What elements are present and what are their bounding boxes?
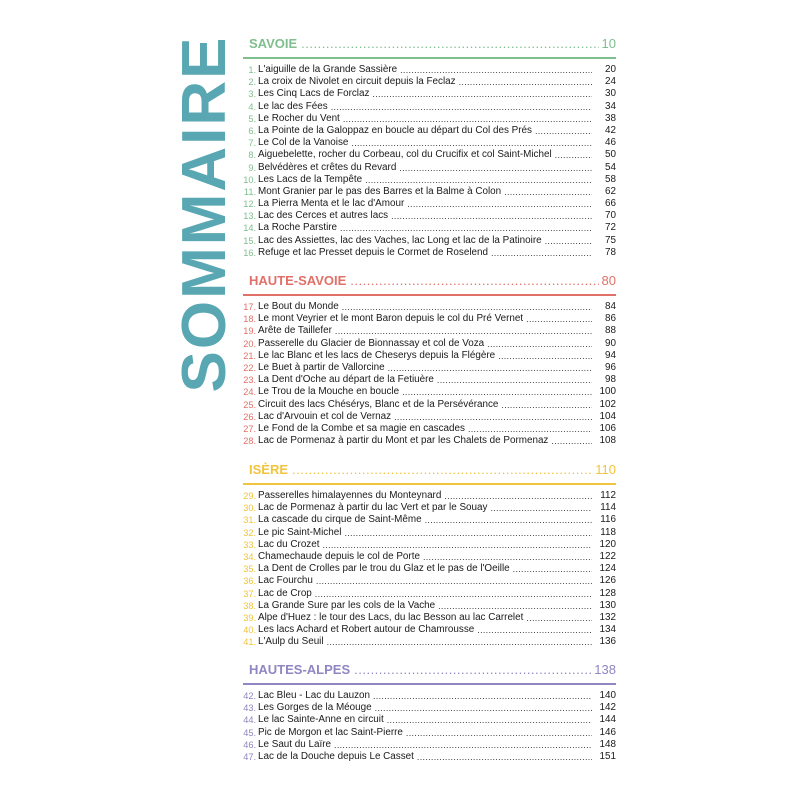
entry-number: 36. bbox=[243, 576, 256, 587]
page-title: SOMMAIRE bbox=[169, 35, 239, 393]
section-page-number: 138 bbox=[594, 662, 616, 677]
section-name: HAUTE-SAVOIE bbox=[249, 273, 347, 288]
entry-title: Le lac Sainte-Anne en circuit bbox=[258, 714, 384, 726]
entry-title: La Dent d'Oche au départ de la Fetiuère bbox=[258, 374, 434, 386]
entry-number: 9. bbox=[248, 162, 256, 173]
toc-entry bbox=[243, 399, 616, 411]
dot-leader bbox=[343, 113, 592, 125]
entry-number: 33. bbox=[243, 539, 256, 550]
section-name: SAVOIE bbox=[249, 36, 298, 51]
dot-leader bbox=[437, 374, 592, 386]
toc-entry bbox=[243, 325, 616, 337]
toc-entry bbox=[243, 88, 616, 100]
entry-number: 10. bbox=[243, 174, 256, 185]
toc-entry bbox=[243, 435, 616, 447]
dot-leader bbox=[327, 636, 592, 648]
entry-page-number: 108 bbox=[599, 435, 616, 447]
dot-leader bbox=[344, 527, 592, 539]
entry-number: 2. bbox=[248, 77, 256, 88]
dot-leader bbox=[387, 714, 592, 726]
entry-number: 20. bbox=[243, 338, 256, 349]
dot-leader bbox=[504, 186, 592, 198]
entry-number: 7. bbox=[248, 138, 256, 149]
entry-number: 47. bbox=[243, 751, 256, 762]
section-isere bbox=[243, 462, 616, 648]
toc-entry bbox=[243, 423, 616, 435]
entry-number: 18. bbox=[243, 314, 256, 325]
section-heading bbox=[243, 36, 616, 56]
entry-title: Les Cinq Lacs de Forclaz bbox=[258, 88, 370, 100]
section-haute-savoie bbox=[243, 273, 616, 447]
toc-entry bbox=[243, 186, 616, 198]
toc-entry bbox=[243, 727, 616, 739]
dot-leader bbox=[406, 727, 592, 739]
entry-title: Refuge et lac Presset depuis le Cormet de Roselend bbox=[258, 246, 488, 258]
entry-number: 5. bbox=[248, 113, 256, 124]
dot-leader bbox=[444, 490, 592, 502]
dot-leader bbox=[501, 399, 592, 411]
entry-title: Aiguebelette, rocher du Corbeau, col du Crucifix et col Saint-Michel bbox=[258, 149, 552, 161]
entry-page-number: 122 bbox=[599, 550, 616, 562]
entry-number: 30. bbox=[243, 503, 256, 514]
toc-entry bbox=[243, 374, 616, 386]
entry-page-number: 132 bbox=[599, 611, 616, 623]
entry-title: Lac d'Arvouin et col de Vernaz bbox=[258, 410, 392, 422]
entry-page-number: 62 bbox=[605, 185, 616, 197]
entry-page-number: 46 bbox=[605, 137, 616, 149]
entry-title: Arête de Taillefer bbox=[258, 325, 332, 337]
dot-leader bbox=[331, 101, 592, 113]
entry-title: Pic de Morgon et lac Saint-Pierre bbox=[258, 726, 403, 738]
dot-leader bbox=[498, 350, 592, 362]
toc-entry bbox=[243, 338, 616, 350]
entry-title: Belvédères et crêtes du Revard bbox=[258, 161, 397, 173]
entry-page-number: 106 bbox=[599, 422, 616, 434]
dot-leader bbox=[391, 210, 592, 222]
entry-title: Lac de Pormenaz à partir du lac Vert et par le Souay bbox=[258, 502, 488, 514]
entry-page-number: 128 bbox=[599, 587, 616, 599]
entry-title: Passerelles himalayennes du Monteynard bbox=[258, 490, 442, 501]
entry-title: Les Lacs de la Tempête bbox=[258, 173, 363, 185]
dot-leader bbox=[535, 125, 592, 137]
entry-title: Le Rocher du Vent bbox=[258, 112, 340, 124]
toc-entry bbox=[243, 386, 616, 398]
dot-leader bbox=[490, 502, 592, 514]
entry-page-number: 66 bbox=[605, 198, 616, 210]
dot-leader bbox=[354, 662, 591, 677]
toc-entry bbox=[243, 490, 616, 502]
toc-entry bbox=[243, 125, 616, 137]
dot-leader bbox=[375, 702, 592, 714]
toc-entry bbox=[243, 600, 616, 612]
entry-title: Le Trou de la Mouche en boucle bbox=[258, 386, 400, 398]
entry-page-number: 24 bbox=[605, 76, 616, 88]
entry-page-number: 114 bbox=[600, 502, 616, 514]
entry-number: 16. bbox=[243, 247, 256, 258]
entry-title: Le Col de la Vanoise bbox=[258, 137, 349, 149]
entry-title: Passerelle du Glacier de Bionnassay et col de Voza bbox=[258, 337, 485, 349]
entry-number: 17. bbox=[243, 302, 256, 312]
entry-list bbox=[243, 64, 616, 259]
entry-title: Le pic Saint-Michel bbox=[258, 526, 342, 538]
toc-entry bbox=[243, 301, 616, 313]
dot-leader bbox=[316, 575, 592, 587]
entry-number: 3. bbox=[248, 89, 256, 100]
entry-number: 29. bbox=[243, 491, 256, 501]
entry-number: 19. bbox=[243, 326, 256, 337]
entry-title: Le lac Blanc et les lacs de Cheserys depuis la Flégère bbox=[258, 349, 496, 361]
toc-entry bbox=[243, 636, 616, 648]
dot-leader bbox=[292, 462, 592, 477]
section-savoie bbox=[243, 36, 616, 259]
entry-title: Alpe d'Huez : le tour des Lacs, du lac Besson au lac Carrelet bbox=[258, 611, 524, 623]
section-heading bbox=[243, 273, 616, 293]
entry-page-number: 140 bbox=[599, 690, 616, 701]
toc-entry bbox=[243, 624, 616, 636]
dot-leader bbox=[555, 149, 592, 161]
entry-page-number: 151 bbox=[599, 750, 616, 762]
toc-entry bbox=[243, 113, 616, 125]
entry-number: 41. bbox=[243, 637, 256, 648]
dot-leader bbox=[340, 222, 592, 234]
dot-leader bbox=[322, 539, 592, 551]
entry-number: 38. bbox=[243, 600, 256, 611]
toc-entry bbox=[243, 739, 616, 751]
entry-title: Lac de Pormenaz à partir du Mont et par les Chalets de Pormenaz bbox=[258, 435, 549, 447]
dot-leader bbox=[334, 739, 592, 751]
dot-leader bbox=[545, 235, 592, 247]
section-heading bbox=[243, 662, 616, 682]
entry-page-number: 72 bbox=[605, 222, 616, 234]
entry-title: La Pointe de la Galoppaz en boucle au départ du Col des Prés bbox=[258, 124, 532, 136]
toc-entry bbox=[243, 539, 616, 551]
entry-number: 44. bbox=[243, 715, 256, 726]
section-page-number: 110 bbox=[595, 462, 616, 477]
entry-page-number: 142 bbox=[599, 702, 616, 714]
entry-title: Lac Bleu - Lac du Lauzon bbox=[258, 690, 370, 701]
entry-title: Circuit des lacs Chésérys, Blanc et de la Persévérance bbox=[258, 398, 499, 410]
entry-title: Les lacs Achard et Robert autour de Chamrousse bbox=[258, 624, 475, 636]
entry-title: Lac des Cerces et autres lacs bbox=[258, 210, 389, 222]
dot-leader bbox=[399, 162, 592, 174]
toc-entry bbox=[243, 527, 616, 539]
entry-number: 8. bbox=[248, 150, 256, 161]
toc-entry bbox=[243, 551, 616, 563]
entry-page-number: 148 bbox=[599, 738, 616, 750]
toc-entry bbox=[243, 247, 616, 259]
entry-page-number: 54 bbox=[605, 161, 616, 173]
entry-number: 24. bbox=[243, 387, 256, 398]
dot-leader bbox=[417, 751, 592, 763]
entry-title: Lac de la Douche depuis Le Casset bbox=[258, 750, 414, 762]
entry-page-number: 58 bbox=[605, 173, 616, 185]
entry-page-number: 90 bbox=[605, 337, 616, 349]
dot-leader bbox=[438, 600, 592, 612]
entry-list bbox=[243, 490, 616, 648]
entry-list bbox=[243, 690, 616, 763]
dot-leader bbox=[388, 362, 592, 374]
toc-entry bbox=[243, 76, 616, 88]
entry-page-number: 34 bbox=[605, 100, 616, 112]
entry-page-number: 126 bbox=[599, 575, 616, 587]
entry-number: 11. bbox=[243, 186, 256, 197]
entry-page-number: 102 bbox=[599, 398, 616, 410]
entry-number: 23. bbox=[243, 375, 256, 386]
section-underline bbox=[243, 294, 616, 296]
dot-leader bbox=[491, 247, 592, 259]
dot-leader bbox=[468, 423, 592, 435]
entry-title: Lac des Assiettes, lac des Vaches, lac Long et lac de la Patinoire bbox=[258, 234, 542, 246]
entry-number: 27. bbox=[243, 423, 256, 434]
toc-entry bbox=[243, 198, 616, 210]
dot-leader bbox=[351, 137, 592, 149]
toc-entry bbox=[243, 502, 616, 514]
toc-entry bbox=[243, 137, 616, 149]
toc-entry bbox=[243, 362, 616, 374]
entry-number: 46. bbox=[243, 739, 256, 750]
section-name: ISÈRE bbox=[249, 462, 289, 477]
entry-page-number: 144 bbox=[599, 714, 616, 726]
section-page-number: 10 bbox=[601, 36, 616, 51]
entry-title: La Dent de Crolles par le trou du Glaz et le pas de l'Oeille bbox=[258, 563, 510, 575]
section-hautes-alpes bbox=[243, 662, 616, 763]
toc-entry bbox=[243, 612, 616, 624]
entry-number: 12. bbox=[243, 199, 256, 210]
toc-entry bbox=[243, 714, 616, 726]
toc-entry bbox=[243, 210, 616, 222]
entry-list bbox=[243, 301, 616, 447]
entry-page-number: 38 bbox=[605, 112, 616, 124]
toc-entry bbox=[243, 162, 616, 174]
entry-number: 1. bbox=[248, 65, 256, 75]
section-heading bbox=[243, 462, 616, 482]
entry-number: 28. bbox=[243, 436, 256, 447]
toc-entry bbox=[243, 514, 616, 526]
entry-number: 43. bbox=[243, 703, 256, 714]
entry-title: La Pierra Menta et le lac d'Amour bbox=[258, 198, 405, 210]
entry-number: 14. bbox=[243, 223, 256, 234]
entry-title: L'Aulp du Seuil bbox=[258, 636, 324, 648]
dot-leader bbox=[513, 563, 592, 575]
toc-entry bbox=[243, 702, 616, 714]
entry-page-number: 100 bbox=[599, 386, 616, 398]
dot-leader bbox=[477, 624, 592, 636]
entry-title: Lac de Crop bbox=[258, 587, 312, 599]
entry-title: Le mont Veyrier et le mont Baron depuis le col du Pré Vernet bbox=[258, 313, 524, 325]
toc-entry bbox=[243, 313, 616, 325]
entry-title: La Roche Parstire bbox=[258, 222, 338, 234]
entry-title: La croix de Nivolet en circuit depuis la Feclaz bbox=[258, 76, 456, 88]
dot-leader bbox=[394, 411, 592, 423]
entry-title: Les Gorges de la Méouge bbox=[258, 702, 372, 714]
dot-leader bbox=[335, 325, 592, 337]
toc-entry bbox=[243, 149, 616, 161]
entry-title: Le Fond de la Combe et sa magie en cascades bbox=[258, 422, 465, 434]
section-page-number: 80 bbox=[601, 273, 616, 288]
entry-title: Le lac des Fées bbox=[258, 100, 328, 112]
toc-entry bbox=[243, 575, 616, 587]
entry-page-number: 104 bbox=[599, 410, 616, 422]
entry-title: La cascade du cirque de Saint-Même bbox=[258, 514, 422, 526]
entry-number: 4. bbox=[248, 101, 256, 112]
section-underline bbox=[243, 683, 616, 685]
entry-number: 35. bbox=[243, 564, 256, 575]
entry-page-number: 75 bbox=[605, 234, 616, 246]
entry-page-number: 134 bbox=[599, 624, 616, 636]
dot-leader bbox=[372, 88, 592, 100]
toc-entry bbox=[243, 101, 616, 113]
entry-number: 21. bbox=[243, 350, 256, 361]
section-name: HAUTES-ALPES bbox=[249, 662, 351, 677]
entry-page-number: 96 bbox=[605, 361, 616, 373]
dot-leader bbox=[342, 301, 592, 313]
entry-number: 13. bbox=[243, 211, 256, 222]
dot-leader bbox=[400, 64, 592, 76]
entry-title: Lac du Crozet bbox=[258, 538, 320, 550]
entry-page-number: 94 bbox=[605, 349, 616, 361]
entry-number: 31. bbox=[243, 515, 256, 526]
entry-page-number: 136 bbox=[599, 636, 616, 648]
dot-leader bbox=[526, 612, 592, 624]
entry-number: 39. bbox=[243, 612, 256, 623]
dot-leader bbox=[350, 273, 598, 288]
entry-number: 37. bbox=[243, 588, 256, 599]
entry-page-number: 120 bbox=[599, 538, 616, 550]
dot-leader bbox=[365, 174, 592, 186]
entry-page-number: 124 bbox=[599, 563, 616, 575]
toc-entry bbox=[243, 64, 616, 76]
entry-page-number: 84 bbox=[605, 301, 616, 312]
entry-number: 34. bbox=[243, 551, 256, 562]
entry-number: 22. bbox=[243, 362, 256, 373]
entry-title: Chamechaude depuis le col de Porte bbox=[258, 550, 420, 562]
entry-page-number: 118 bbox=[600, 526, 616, 538]
entry-page-number: 88 bbox=[605, 325, 616, 337]
section-underline bbox=[243, 483, 616, 485]
dot-leader bbox=[423, 551, 592, 563]
entry-number: 25. bbox=[243, 399, 256, 410]
dot-leader bbox=[373, 690, 592, 702]
entry-page-number: 130 bbox=[599, 599, 616, 611]
entry-page-number: 42 bbox=[605, 124, 616, 136]
entry-number: 42. bbox=[243, 691, 256, 701]
entry-page-number: 70 bbox=[605, 210, 616, 222]
entry-page-number: 50 bbox=[605, 149, 616, 161]
entry-number: 6. bbox=[248, 125, 256, 136]
section-underline bbox=[243, 57, 616, 59]
toc-entry bbox=[243, 174, 616, 186]
entry-title: Lac Fourchu bbox=[258, 575, 313, 587]
dot-leader bbox=[425, 514, 592, 526]
toc-entry bbox=[243, 751, 616, 763]
entry-title: L'aiguille de la Grande Sassière bbox=[258, 64, 398, 75]
entry-page-number: 146 bbox=[599, 726, 616, 738]
dot-leader bbox=[407, 198, 592, 210]
entry-title: Le Bout du Monde bbox=[258, 301, 339, 312]
entry-title: La Grande Sure par les cols de la Vache bbox=[258, 599, 436, 611]
entry-title: Mont Granier par le pas des Barres et la Balme à Colon bbox=[258, 185, 502, 197]
entry-title: Le Saut du Laïre bbox=[258, 738, 332, 750]
entry-title: Le Buet à partir de Vallorcine bbox=[258, 361, 385, 373]
dot-leader bbox=[301, 36, 598, 51]
entry-page-number: 112 bbox=[600, 490, 616, 501]
entry-page-number: 20 bbox=[605, 64, 616, 75]
dot-leader bbox=[315, 588, 592, 600]
dot-leader bbox=[459, 76, 592, 88]
toc-entry bbox=[243, 222, 616, 234]
entry-page-number: 78 bbox=[605, 246, 616, 258]
dot-leader bbox=[551, 435, 592, 447]
toc-entry bbox=[243, 588, 616, 600]
entry-page-number: 86 bbox=[605, 313, 616, 325]
toc-entry bbox=[243, 563, 616, 575]
dot-leader bbox=[526, 313, 592, 325]
toc-entry bbox=[243, 235, 616, 247]
entry-number: 45. bbox=[243, 727, 256, 738]
entry-number: 15. bbox=[243, 235, 256, 246]
entry-number: 26. bbox=[243, 411, 256, 422]
entry-number: 32. bbox=[243, 527, 256, 538]
entry-page-number: 116 bbox=[600, 514, 616, 526]
toc-entry bbox=[243, 411, 616, 423]
entry-page-number: 30 bbox=[605, 88, 616, 100]
toc-entry bbox=[243, 350, 616, 362]
toc-entry bbox=[243, 690, 616, 702]
entry-page-number: 98 bbox=[605, 374, 616, 386]
dot-leader bbox=[487, 338, 592, 350]
entry-number: 40. bbox=[243, 625, 256, 636]
dot-leader bbox=[402, 386, 592, 398]
